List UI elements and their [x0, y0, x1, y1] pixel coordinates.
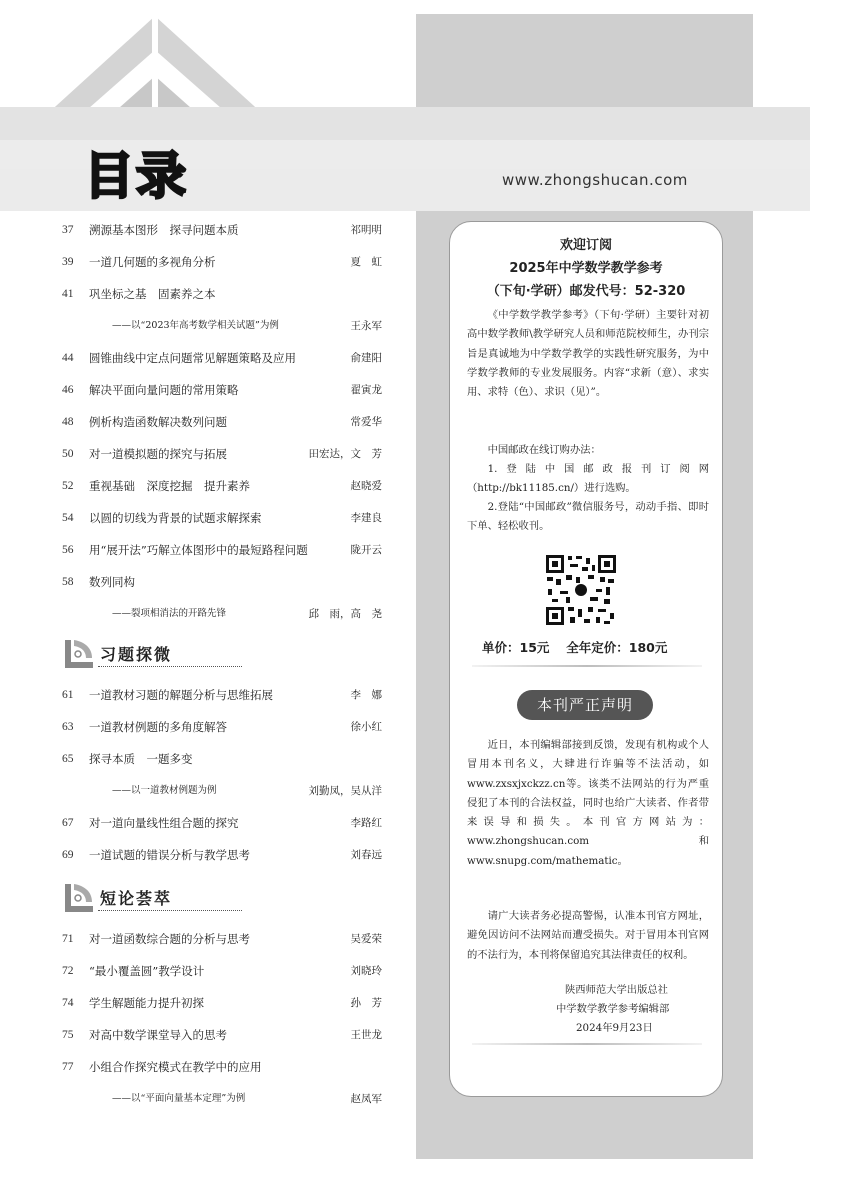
toc-author: 李建良 — [350, 512, 382, 524]
editorial-office: 中学数学教学参考编辑部 — [556, 1003, 670, 1015]
toc-author: 孙 芳 — [350, 997, 382, 1009]
toc-row[interactable] — [62, 812, 382, 834]
notice-paragraph-1: 近日，本刊编辑部接到反馈，发现有机构或个人冒用本刊名义，大肆进行诈骗等不法活动，如www.zxsxjxckzz.cn等。该类不法网站的行为严重侵犯了本刊的合法权益，同时也给广大读者、作者带来误导和损失。本刊官方网站为：www.zhongshucan.com 和www.snupg.com/mathematic。 — [467, 739, 709, 867]
toc-author: 夏 虹 — [350, 256, 382, 268]
toc-title: 溯源基本图形 探寻问题本质 — [89, 223, 239, 237]
toc-title: 对高中数学课堂导入的思考 — [89, 1028, 227, 1042]
toc-author: 刘晓玲 — [350, 965, 382, 977]
toc-page-number: 75 — [62, 1029, 74, 1041]
toc-row[interactable] — [62, 411, 382, 433]
notice-date: 2024年9月23日 — [576, 1022, 653, 1034]
toc-title: 以圆的切线为背景的试题求解探索 — [89, 511, 262, 525]
subscribe-step-1[interactable]: 1.登陆中国邮政报刊订阅网（http://bk11185.cn/）进行选购。 — [467, 463, 709, 495]
section-header-duanlun — [62, 880, 242, 914]
subscribe-postal-code: （下旬·学研）邮发代号：52-320 — [486, 284, 686, 299]
section-dotted-rule — [98, 910, 242, 911]
toc-row[interactable] — [62, 928, 382, 950]
toc-author: 常爱华 — [350, 416, 382, 428]
section-title: 短论荟萃 — [100, 889, 173, 908]
toc-title: 探寻本质 一题多变 — [89, 752, 193, 766]
toc-subtitle: ——以“平面向量基本定理”为例 — [112, 1093, 246, 1104]
toc-row[interactable] — [62, 684, 382, 706]
toc-row[interactable] — [62, 1056, 382, 1078]
toc-page-number: 69 — [62, 849, 74, 861]
price-info: 单价：15元 全年定价：180元 — [482, 640, 668, 655]
toc-subtitle: ——以“2023年高考数学相关试题”为例 — [112, 320, 279, 331]
section-header-xiti — [62, 636, 242, 670]
toc-row[interactable] — [62, 379, 382, 401]
toc-author: 赵凤军 — [350, 1093, 382, 1105]
page-title: 目录 — [84, 147, 188, 205]
toc-row[interactable] — [62, 475, 382, 497]
subscribe-step-2: 2.登陆“中国邮政”微信服务号，动动手指、即时下单、轻松收刊。 — [467, 501, 709, 533]
divider — [472, 1043, 702, 1045]
toc-title: 对一道向量线性组合题的探究 — [89, 816, 239, 830]
toc-row[interactable] — [62, 347, 382, 369]
toc-row[interactable] — [62, 716, 382, 738]
toc-row[interactable] — [62, 748, 382, 770]
toc-author: 田宏达，文 芳 — [308, 448, 382, 460]
toc-page-number: 46 — [62, 384, 74, 396]
toc-title: 圆锥曲线中定点问题常见解题策略及应用 — [89, 351, 296, 365]
toc-author: 俞建阳 — [350, 352, 382, 364]
toc-row[interactable] — [62, 251, 382, 273]
toc-author: 祁明明 — [350, 224, 382, 236]
toc-row[interactable] — [62, 507, 382, 529]
toc-row[interactable] — [62, 539, 382, 561]
toc-title: 重视基础 深度挖掘 提升素养 — [89, 479, 250, 493]
toc-row[interactable] — [62, 960, 382, 982]
toc-row[interactable] — [62, 315, 382, 337]
toc-author: 王永军 — [350, 320, 382, 332]
toc-page-number: 50 — [62, 448, 74, 460]
toc-page-number: 54 — [62, 512, 74, 524]
toc-author: 徐小红 — [350, 721, 382, 733]
roof-triangle-logo — [40, 8, 270, 118]
toc-row[interactable] — [62, 992, 382, 1014]
toc-author: 赵晓爱 — [350, 480, 382, 492]
toc-title: 一道教材例题的多角度解答 — [89, 720, 227, 734]
divider — [472, 665, 702, 667]
toc-page-number: 77 — [62, 1061, 74, 1073]
toc-title: 一道教材习题的解题分析与思维拓展 — [89, 688, 273, 702]
section-mark-icon — [62, 636, 96, 670]
toc-title: 一道几何题的多视角分析 — [89, 255, 216, 269]
subscribe-method-title: 中国邮政在线订购办法： — [487, 444, 601, 456]
toc-title: 对一道模拟题的探究与拓展 — [89, 447, 227, 461]
toc-row[interactable] — [62, 1088, 382, 1110]
toc-row[interactable] — [62, 219, 382, 241]
toc-page-number: 71 — [62, 933, 74, 945]
toc-title: “最小覆盖圆”教学设计 — [89, 964, 205, 978]
toc-row[interactable] — [62, 844, 382, 866]
toc-page-number: 58 — [62, 576, 74, 588]
subscribe-heading: 欢迎订阅 — [559, 238, 612, 253]
toc-author: 刘春远 — [350, 849, 382, 861]
toc-page-number: 48 — [62, 416, 74, 428]
subscribe-intro: 《中学数学教学参考》（下旬·学研）主要针对初高中数学教师\教学研究人员和师范院校师生，办刊宗旨是真诚地为中学数学教学的实践性研究服务，为中学数学教师的专业发展服务。内容“求新（意）、求实用、求特（色）、求识（见）”。 — [467, 309, 709, 399]
toc-title: 数列同构 — [89, 575, 135, 589]
toc-title: 解决平面向量问题的常用策略 — [89, 383, 239, 397]
toc-page-number: 37 — [62, 224, 74, 236]
toc-author: 李路红 — [350, 817, 382, 829]
publisher-name: 陕西师范大学出版总社 — [565, 984, 668, 996]
toc-page-number: 52 — [62, 480, 74, 492]
toc-row[interactable] — [62, 283, 382, 305]
toc-title: 对一道函数综合题的分析与思考 — [89, 932, 250, 946]
toc-row[interactable] — [62, 571, 382, 593]
section-mark-icon — [62, 880, 96, 914]
toc-page-number: 56 — [62, 544, 74, 556]
toc-page-number: 63 — [62, 721, 74, 733]
section-dotted-rule — [98, 666, 242, 667]
toc-subtitle: ——以一道教材例题为例 — [112, 785, 217, 796]
toc-title: 巩坐标之基 固素养之本 — [89, 287, 216, 301]
toc-page-number: 65 — [62, 753, 74, 765]
toc-page-number: 72 — [62, 965, 74, 977]
toc-page-number: 61 — [62, 689, 74, 701]
toc-author: 吴爱荣 — [350, 933, 382, 945]
toc-page-number: 74 — [62, 997, 74, 1009]
toc-page-number: 39 — [62, 256, 74, 268]
toc-page-number: 41 — [62, 288, 74, 300]
page-title-wrap — [84, 136, 188, 208]
toc-title: 小组合作探究模式在教学中的应用 — [89, 1060, 262, 1074]
toc-row[interactable] — [62, 780, 382, 802]
qr-code-icon[interactable] — [544, 553, 618, 627]
toc-author: 刘勤凤，吴从洋 — [308, 785, 382, 797]
header-website[interactable]: www.zhongshucan.com — [502, 171, 688, 189]
section-title: 习题探微 — [100, 645, 173, 664]
toc-author: 翟寅龙 — [350, 384, 382, 396]
toc-title: 一道试题的错误分析与教学思考 — [89, 848, 250, 862]
toc-row[interactable] — [62, 443, 382, 465]
toc-page-number: 67 — [62, 817, 74, 829]
toc-row[interactable] — [62, 603, 382, 625]
toc-subtitle: ——裂项相消法的开路先锋 — [112, 608, 227, 619]
toc-title: 学生解题能力提升初探 — [89, 996, 204, 1010]
toc-author: 邱 雨，高 尧 — [308, 608, 382, 620]
toc-page-number: 44 — [62, 352, 74, 364]
toc-title: 用“展开法”巧解立体图形中的最短路程问题 — [89, 543, 308, 557]
toc-title: 例析构造函数解决数列问题 — [89, 415, 227, 429]
toc-author: 陇开云 — [350, 544, 382, 556]
notice-paragraph-2: 请广大读者务必提高警惕，认准本刊官方网址，避免因访问不法网站而遭受损失。对于冒用本刊官网的不法行为，本刊将保留追究其法律责任的权利。 — [467, 910, 709, 961]
toc-author: 王世龙 — [350, 1029, 382, 1041]
subscribe-journal-title: 2025年中学数学教学参考 — [509, 261, 663, 276]
toc-row[interactable] — [62, 1024, 382, 1046]
toc-author: 李 娜 — [350, 689, 382, 701]
notice-title-badge: 本刊严正声明 — [517, 690, 653, 720]
